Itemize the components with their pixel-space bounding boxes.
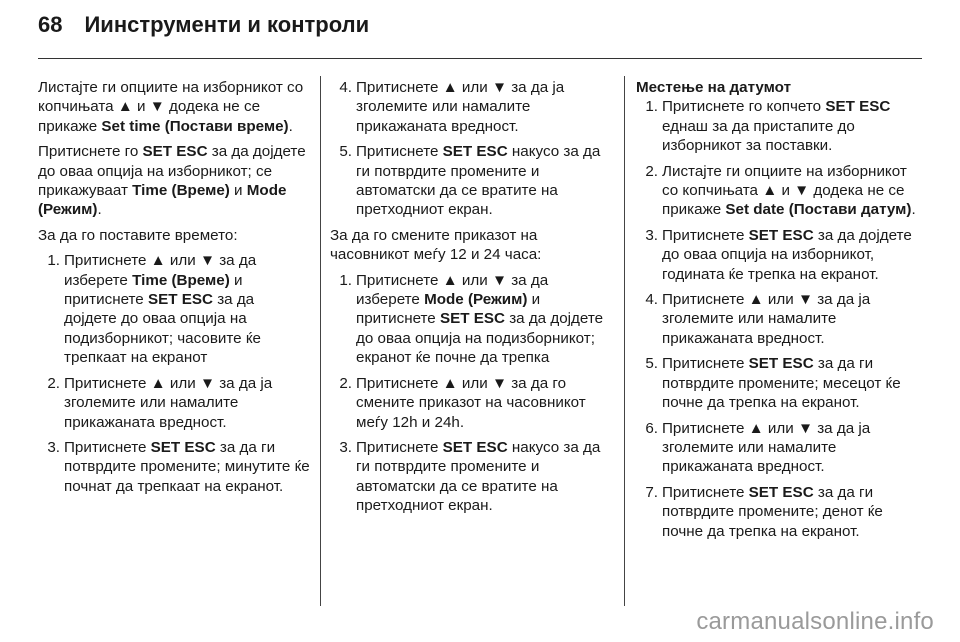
text: Притиснете ▲ или ▼ за да изберете [64,252,257,289]
step-number: 5. [645,355,658,373]
step-number: 2. [339,374,352,392]
menu-option-label: Mode (Режим) [38,182,287,219]
step-text [662,226,926,284]
text: за да дојдете до оваа опција на подизборникот; часовите ќе трепкаат на екранот [64,291,261,367]
column-divider [624,76,625,606]
text: Притиснете ▲ или ▼ за да изберете [356,271,549,309]
step-number: 4. [339,79,352,96]
text: Притиснете [662,483,749,501]
step-text: Притиснете ▲ или ▼ за да ја зголемите или намалите прикажаната вредност. [64,374,273,431]
menu-option-label: Time (Време) [132,271,230,289]
list-item [38,438,310,496]
column-2 [330,78,612,522]
text: и притиснете [64,271,243,309]
menu-option-label: Set time (Постави време) [101,117,289,135]
button-label: SET ESC [748,483,814,501]
button-label: SET ESC [442,143,508,161]
text: накусо за да ги потврдите промените и автоматски да се вратите на претходниот екран. [356,438,601,515]
section-heading: Местење на датумот [636,79,792,96]
step-number: 5. [339,143,352,161]
text: за да ги потврдите промените; месецот ќе почне да трепка на екранот. [662,355,901,412]
button-label: SET ESC [147,291,213,309]
button-label: SET ESC [439,310,505,328]
text: Притиснете [356,143,443,161]
text: и притиснете [356,291,541,328]
column-3 [636,78,926,547]
step-text [662,354,926,412]
step-number: 3. [645,226,658,244]
page-title: Иинструменти и контроли [84,12,370,37]
step-number: 3. [47,438,60,456]
step-number: 3. [339,438,352,456]
paragraph [38,142,310,220]
step-text [356,271,612,368]
button-label: SET ESC [142,143,208,161]
column-1 [38,78,310,502]
list-item [330,78,612,136]
step-number: 2. [47,374,60,392]
step-number: 1. [339,271,352,289]
step-text [64,251,310,367]
text: за да ги потврдите промените; денот ќе почне да трепка на екранот. [662,483,883,540]
steps-list [330,271,612,516]
steps-list [636,97,926,541]
button-label: SET ESC [150,438,216,456]
paragraph: За да го поставите времето: [38,226,238,244]
text: Притиснете [64,438,151,456]
step-text [662,483,926,541]
step-text [64,438,310,496]
text: за да дојдете до оваа опција на изборникот; се прикажуваат [38,143,306,200]
step-number: 7. [645,483,658,501]
paragraph: За да го смените приказот на часовникот меѓу 12 и 24 часа: [330,226,542,264]
text: накусо за да ги потврдите промените и автоматски да се вратите на претходниот екран. [356,143,601,219]
button-label: SET ESC [825,98,891,116]
menu-option-label: Time (Време) [132,182,230,200]
steps-list [38,251,310,496]
header-rule [38,58,922,59]
step-number: 1. [47,252,60,270]
text: Притиснете го [38,143,143,161]
button-label: SET ESC [442,438,508,456]
text: за да дојдете до оваа опција на подизборникот; екранот ќе почне да трепка [356,310,604,367]
list-item [636,97,926,155]
menu-option-label: Set date (Постави датум) [725,201,912,219]
button-label: SET ESC [748,226,814,244]
list-item [330,438,612,516]
page-header [38,12,369,52]
list-item [636,483,926,541]
button-label: SET ESC [748,355,814,373]
text: Притиснете [662,226,749,244]
list-item [636,354,926,412]
watermark: carmanualsonline.info [696,608,934,635]
step-text [662,162,926,220]
paragraph [38,78,310,136]
step-text: Притиснете ▲ или ▼ за да го смените приказот на часовникот меѓу 12h и 24h. [356,374,586,431]
text: . [97,201,102,219]
step-number: 4. [645,291,658,309]
text: Листајте ги опциите на изборникот со копчињата ▲ и ▼ додека не се прикаже [662,162,907,219]
text: . [911,201,916,219]
list-item [636,226,926,284]
text: и [229,182,247,200]
list-item [636,162,926,220]
step-text [662,97,926,155]
step-text: Притиснете ▲ или ▼ за да ја зголемите или намалите прикажаната вредност. [662,419,871,476]
steps-list [330,78,612,220]
list-item [636,290,926,348]
list-item [330,142,612,220]
text: Притиснете го копчето [662,98,826,116]
menu-option-label: Mode (Режим) [424,291,528,309]
list-item [38,374,310,432]
list-item [636,419,926,477]
text: за да дојдете до оваа опција на изборникот, годината ќе трепка на екранот. [662,226,912,283]
step-number: 2. [645,162,658,180]
text: Листајте ги опциите на изборникот со копчињата ▲ и ▼ додека не се прикаже [38,79,304,135]
column-divider [320,76,321,606]
page-number: 68 [38,12,63,37]
text: за да ги потврдите промените; минутите ќе почнат да трепкаат на екранот. [64,438,310,495]
step-text [356,142,612,220]
text: . [288,117,293,135]
list-item [38,251,310,367]
step-number: 1. [645,98,658,116]
list-item [330,271,612,368]
step-text: Притиснете ▲ или ▼ за да ја зголемите или намалите прикажаната вредност. [356,79,565,135]
step-text: Притиснете ▲ или ▼ за да ја зголемите или намалите прикажаната вредност. [662,291,871,347]
text: Притиснете [356,438,443,456]
list-item [330,374,612,432]
step-number: 6. [645,419,658,437]
text: еднаш за да пристапите до изборникот за поставки. [662,117,855,155]
step-text [356,438,612,516]
text: Притиснете [662,355,749,373]
